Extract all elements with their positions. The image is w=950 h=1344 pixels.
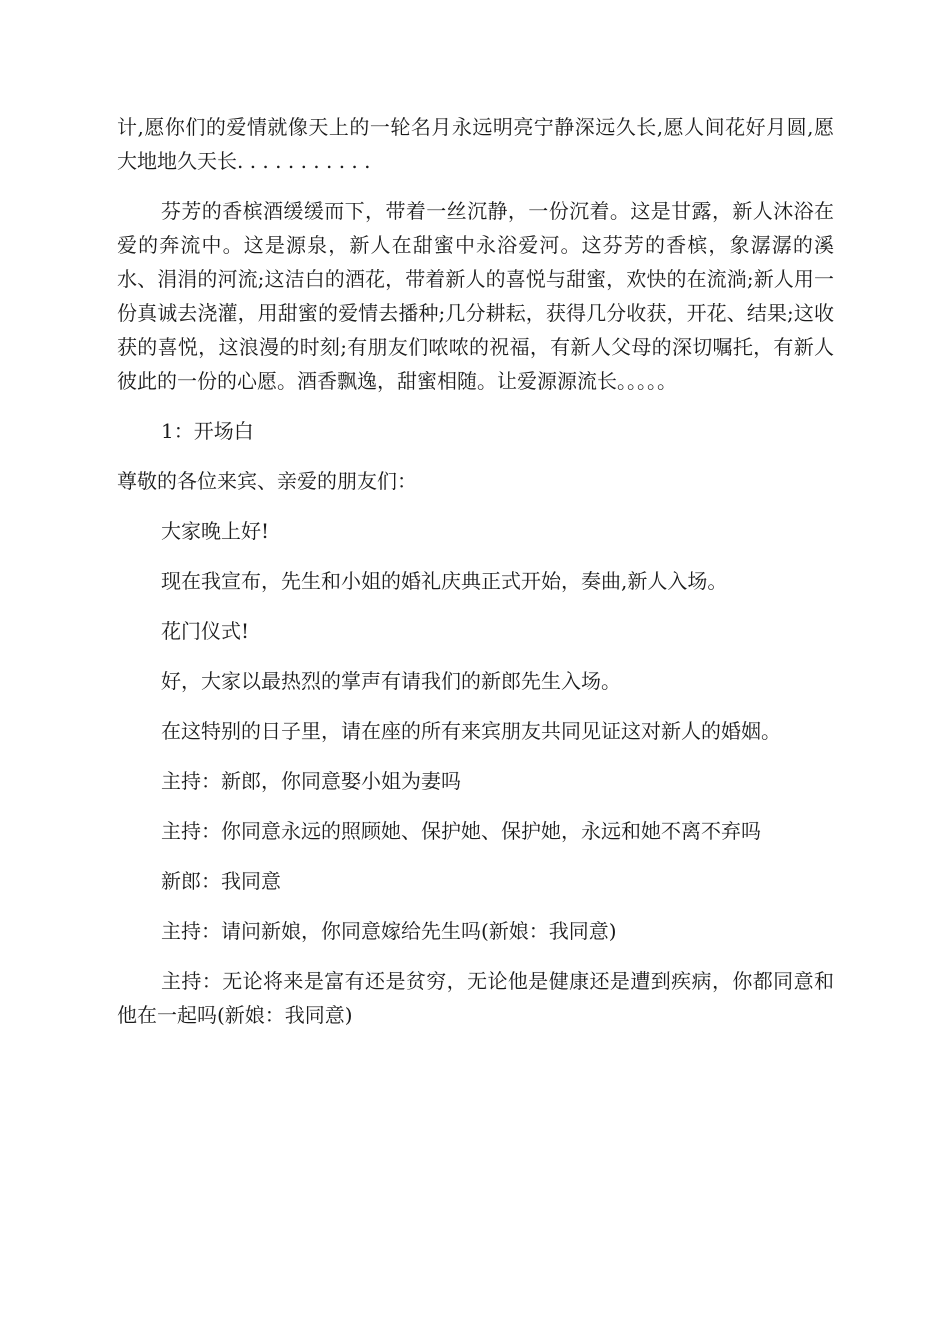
section-heading-opening: 1：开场白: [161, 419, 254, 443]
paragraph-host-question-1: 主持：新郎，你同意娶小姐为妻吗: [161, 769, 461, 793]
paragraph-champagne: 芬芳的香槟酒缓缓而下，带着一丝沉静，一份沉着。这是甘露，新人沐浴在爱的奔流中。这是源泉，新人在甜蜜中永浴爱河。这芬芳的香槟，象潺潺的溪水、涓涓的河流;这洁白的酒花，带着新人的喜悦与甜蜜，欢快的在流淌;新人用一份真诚去浇灌，用甜蜜的爱情去播种;几分耕耘，获得几分收获，开花、结果;这收获的喜悦，这浪漫的时刻;有朋友们哝哝的祝福，有新人父母的深切嘱托，有新人彼此的一份的心愿。酒香飘逸，甜蜜相随。让爱源源流长。。。。。: [117, 199, 834, 393]
paragraph-salutation: 尊敬的各位来宾、亲爱的朋友们：: [117, 469, 417, 493]
document-body: [117, 110, 834, 1048]
paragraph-continuation: 计,愿你们的爱情就像天上的一轮名月永远明亮宁静深远久长,愿人间花好月圆,愿大地地久天长. . . . . . . . . . .: [117, 115, 834, 173]
paragraph-host-question-2: 主持：你同意永远的照顾她、保护她、保护她，永远和她不离不弃吗: [161, 819, 761, 843]
paragraph-host-question-3: 主持：请问新娘，你同意嫁给先生吗(新娘：我同意): [161, 919, 617, 943]
paragraph-groom-entrance: 好，大家以最热烈的掌声有请我们的新郎先生入场。: [161, 669, 621, 693]
paragraph-flower-gate: 花门仪式!: [161, 619, 250, 643]
paragraph-announcement: 现在我宣布，先生和小姐的婚礼庆典正式开始，奏曲,新人入场。: [161, 569, 728, 593]
paragraph-host-question-4: 主持：无论将来是富有还是贫穷，无论他是健康还是遭到疾病，你都同意和他在一起吗(新娘：我同意): [117, 969, 834, 1027]
paragraph-greeting: 大家晚上好!: [161, 519, 270, 543]
paragraph-groom-answer: 新郎：我同意: [161, 869, 281, 893]
paragraph-witness: 在这特别的日子里，请在座的所有来宾朋友共同见证这对新人的婚姻。: [161, 719, 781, 743]
